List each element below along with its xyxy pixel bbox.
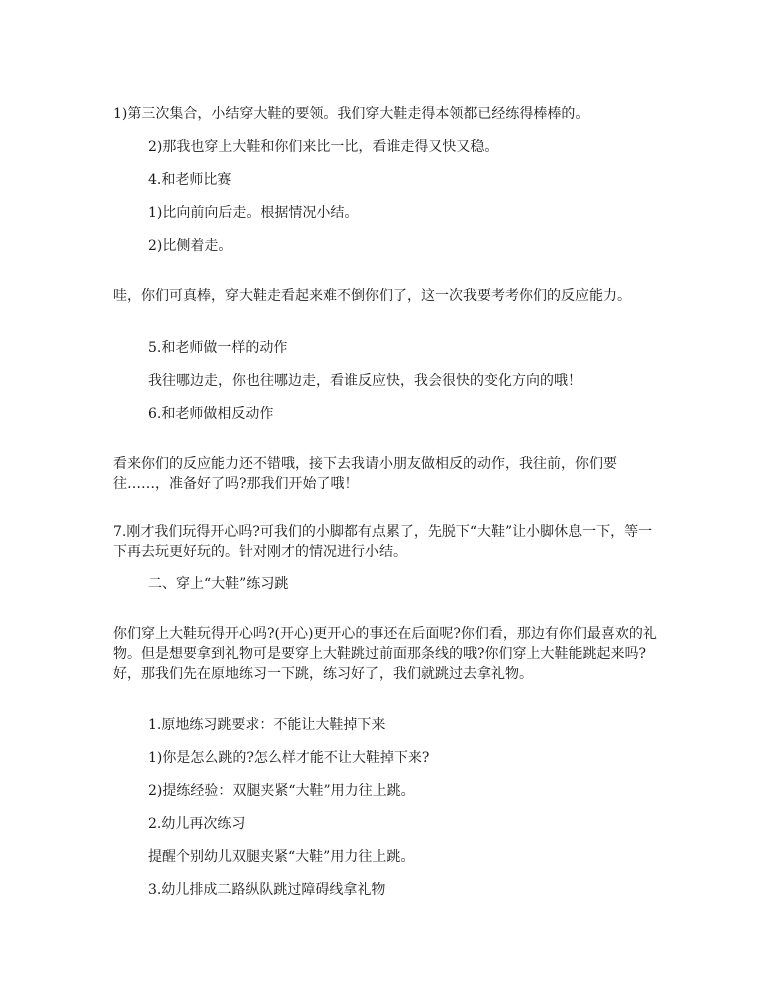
paragraph-15: 1)你是怎么跳的?怎么样才能不让大鞋掉下来? xyxy=(148,750,430,766)
section-heading-jump-3: 3.幼儿排成二路纵队跳过障碍线拿礼物 xyxy=(148,882,386,898)
section-heading-jump-2: 2.幼儿再次练习 xyxy=(148,816,246,832)
section-heading-jump-1: 1.原地练习跳要求：不能让大鞋掉下来 xyxy=(148,717,386,733)
paragraph-13: 你们穿上大鞋玩得开心吗?(开心)更开心的事还在后面呢?你们看，那边有你们最喜欢的礼物。但是想要拿到礼物可是要穿上大鞋跳过前面那条线的哦?你们穿上大鞋能跳起来吗?好，那我们先在原地练习一下跳，练习好了，我们就跳过去拿礼物。 xyxy=(113,626,657,682)
section-heading-5: 5.和老师做一样的动作 xyxy=(148,340,288,356)
section-heading-4: 4.和老师比赛 xyxy=(148,172,232,188)
paragraph-10: 看来你们的反应能力还不错哦，接下去我请小朋友做相反的动作，我往前，你们要往……，准备好了吗?那我们开始了哦！ xyxy=(113,456,617,492)
section-heading-2: 二、穿上“大鞋”练习跳 xyxy=(148,576,289,592)
paragraph-18: 提醒个别幼儿双腿夹紧“大鞋”用力往上跳。 xyxy=(148,849,415,865)
paragraph-8: 我往哪边走，你也往哪边走，看谁反应快，我会很快的变化方向的哦！ xyxy=(148,373,582,389)
paragraph-16: 2)提练经验：双腿夹紧“大鞋”用力往上跳。 xyxy=(148,783,415,799)
section-heading-6: 6.和老师做相反动作 xyxy=(148,406,274,422)
paragraph-4: 1)比向前向后走。根据情况小结。 xyxy=(148,205,359,221)
paragraph-1: 1)第三次集合，小结穿大鞋的要领。我们穿大鞋走得本领都已经练得棒棒的。 xyxy=(113,106,590,122)
paragraph-11: 7.刚才我们玩得开心吗?可我们的小脚都有点累了，先脱下“大鞋”让小脚休息一下，等一下再去玩更好玩的。针对刚才的情况进行小结。 xyxy=(113,524,653,560)
paragraph-5: 2)比侧着走。 xyxy=(148,238,233,254)
paragraph-6: 哇，你们可真棒，穿大鞋走看起来难不倒你们了，这一次我要考考你们的反应能力。 xyxy=(113,288,631,304)
paragraph-2: 2)那我也穿上大鞋和你们来比一比，看谁走得又快又稳。 xyxy=(148,139,499,155)
